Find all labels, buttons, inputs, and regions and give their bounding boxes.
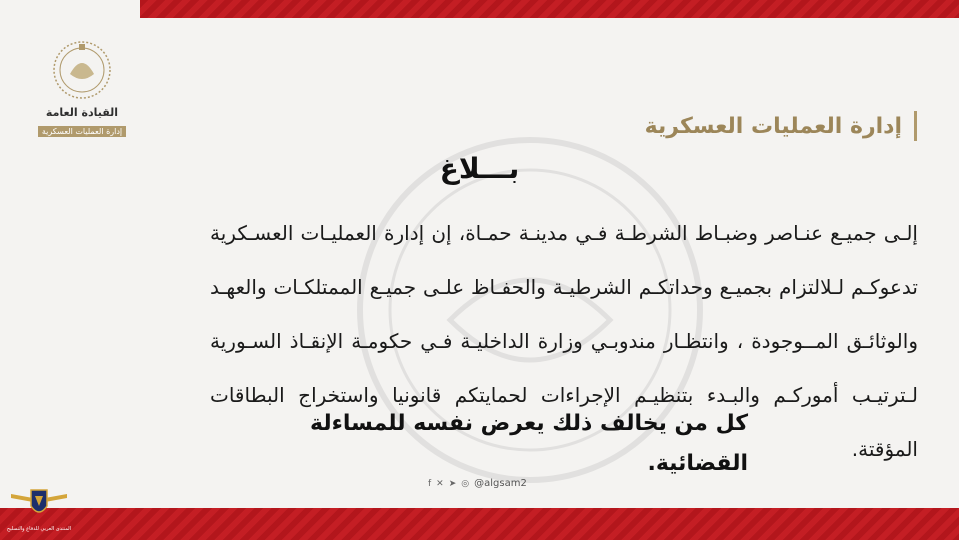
section-title: إدارة العمليات العسكرية bbox=[644, 113, 902, 139]
section-header bbox=[645, 110, 917, 142]
section-accent-bar bbox=[914, 111, 917, 141]
forum-badge-text: المنتدى العربي للدفاع والتسليح bbox=[6, 526, 72, 532]
telegram-icon[interactable]: ➤ bbox=[448, 478, 457, 489]
shield-wings-icon bbox=[9, 484, 69, 524]
forum-badge bbox=[4, 484, 74, 540]
social-links bbox=[428, 478, 527, 489]
instagram-icon[interactable]: ◎ bbox=[461, 478, 470, 489]
document-body: إلـى جميـع عنـاصر وضبـاط الشرطـة فـي مدينـة حمـاة، إن إدارة العمليـات العسـكرية تدعوكـم لـلالتزام بجميـع وحداتكـم الشرطيـة والحفـاظ علـى جميـع الممتلكـات والعهـد والوثائـق المــوجودة ، وانتظـار مندوبـي وزارة الداخليـة فـي حكومـة الإنقـاذ السـورية لـترتيـب أموركـم والبـدء بتنظيـم الإجراءات لحمايتكم قانونيا واستخراج البطاقات المؤقتة. bbox=[210, 221, 918, 461]
document-closing: كل من يخالف ذلك يعرض نفسه للمساءلة القضائية. bbox=[310, 411, 748, 476]
social-handle[interactable]: @algsam2 bbox=[474, 478, 527, 489]
org-emblem-icon bbox=[50, 38, 114, 102]
bottom-red-banner bbox=[0, 508, 959, 540]
org-name: القيادة العامة bbox=[45, 106, 119, 119]
org-logo-block bbox=[32, 38, 132, 138]
document-title: بـــلاغ bbox=[439, 152, 520, 185]
org-subtitle: إدارة العمليات العسكرية bbox=[38, 126, 126, 137]
x-icon[interactable]: ✕ bbox=[436, 478, 444, 489]
top-blank-strip bbox=[0, 0, 140, 18]
facebook-icon[interactable]: f bbox=[428, 478, 432, 489]
top-red-banner bbox=[140, 0, 959, 18]
